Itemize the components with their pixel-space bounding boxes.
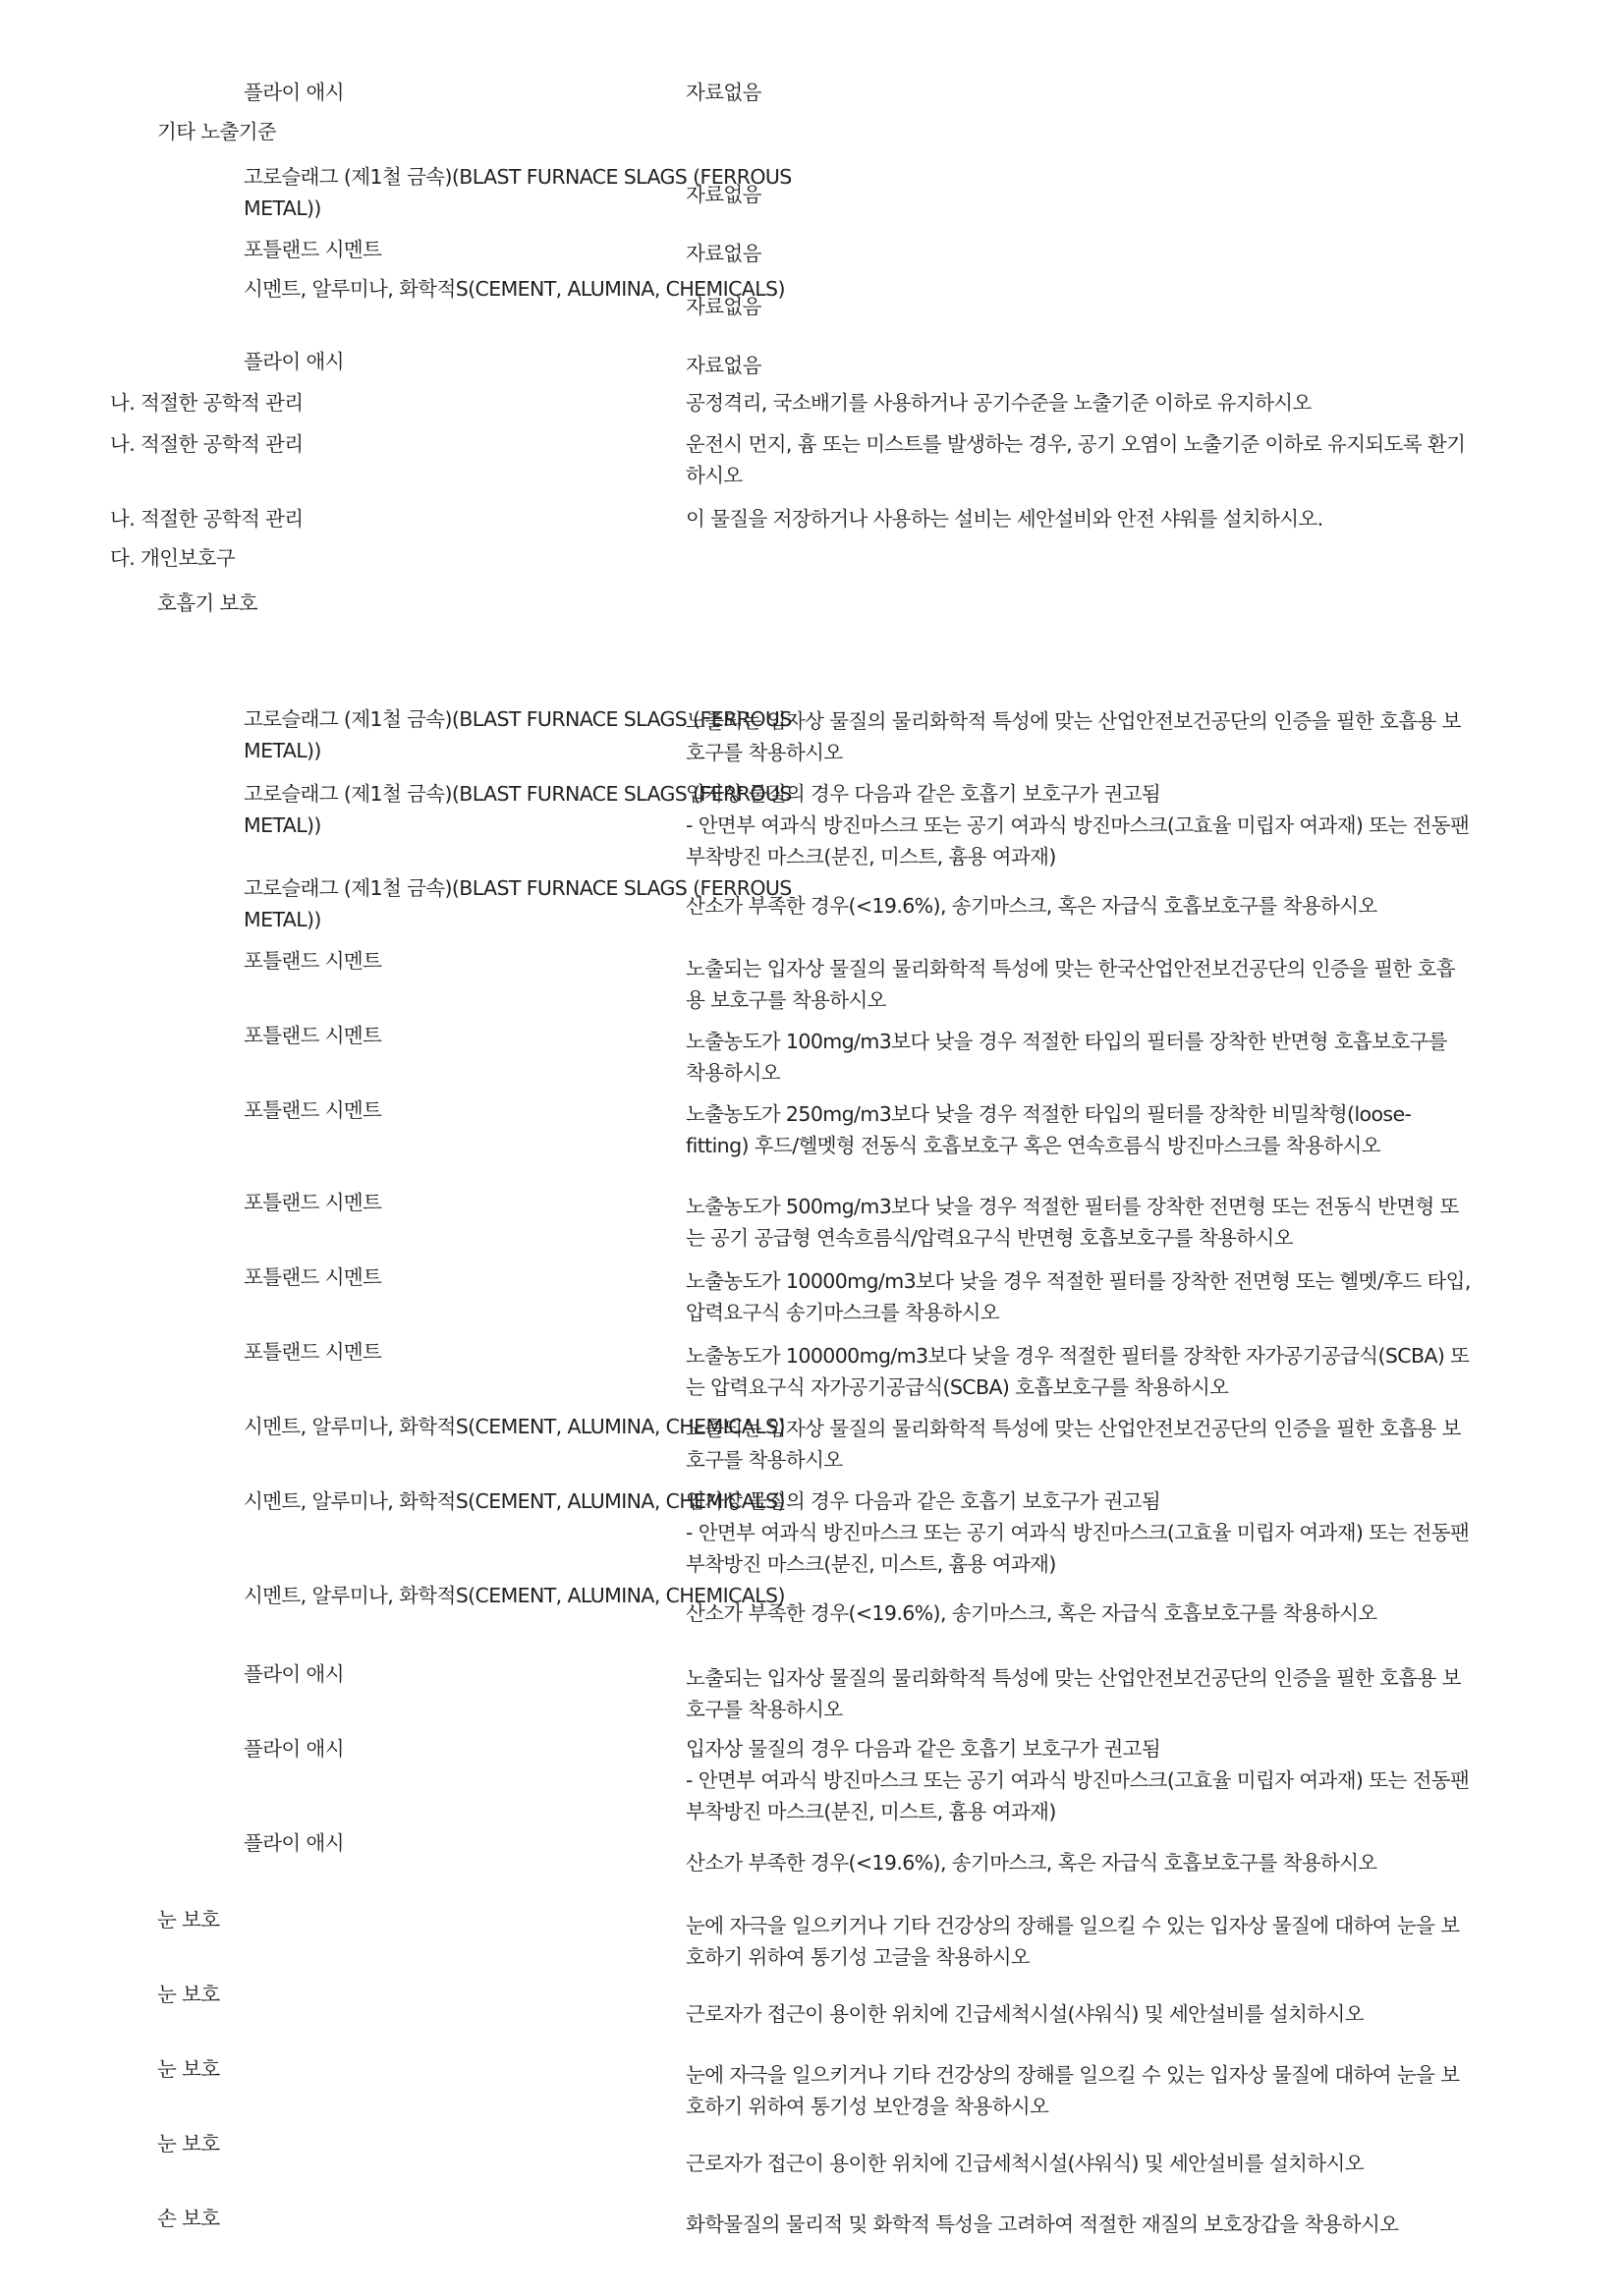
value-text: 노출되는 입자상 물질의 물리화학적 특성에 맞는 산업안전보건공단의 인증을 필한 호흡용 보호구를 착용하시오 (686, 709, 1461, 764)
substance-label: 플라이 애시 (244, 1831, 344, 1855)
substance-label: 플라이 애시 (244, 1662, 344, 1686)
substance-label: 플라이 애시 (244, 81, 344, 104)
item-heading: 눈 보호 (157, 2057, 220, 2081)
item-heading: 기타 노출기준 (157, 120, 277, 143)
substance-label: 고로슬래그 (제1철 금속)(BLAST FURNACE SLAGS (FERROUS METAL)) (244, 876, 792, 931)
value-text: 노출되는 입자상 물질의 물리화학적 특성에 맞는 산업안전보건공단의 인증을 필한 호흡용 보호구를 착용하시오 (686, 1417, 1461, 1472)
item-heading: 손 보호 (157, 2207, 220, 2230)
item-heading: 눈 보호 (157, 2132, 220, 2156)
value-text: 이 물질을 저장하거나 사용하는 설비는 세안설비와 안전 샤워를 설치하시오. (686, 507, 1323, 531)
substance-label: 포틀랜드 시멘트 (244, 1024, 382, 1047)
substance-label: 고로슬래그 (제1철 금속)(BLAST FURNACE SLAGS (FERROUS METAL)) (244, 707, 792, 762)
value-line: - 안면부 여과식 방진마스크 또는 공기 여과식 방진마스크(고효율 미립자 여과재) 또는 전동팬 부착방진 마스크(분진, 미스트, 흄용 여과재) (686, 1521, 1470, 1576)
value-text (686, 778, 1472, 872)
value-line: 입자상 물질의 경우 다음과 같은 호흡기 보호구가 권고됨 (686, 1489, 1161, 1513)
value-text: 노출농도가 100000mg/m3보다 낮을 경우 적절한 필터를 장착한 자가공기공급식(SCBA) 또는 압력요구식 자가공기공급식(SCBA) 호흡보호구를 착용하시오 (686, 1344, 1470, 1399)
value-text: 노출되는 입자상 물질의 물리화학적 특성에 맞는 한국산업안전보건공단의 인증을 필한 호흡용 보호구를 착용하시오 (686, 957, 1455, 1012)
value-text: 눈에 자극을 일으키거나 기타 건강상의 장해를 일으킬 수 있는 입자상 물질에 대하여 눈을 보호하기 위하여 통기성 고글을 착용하시오 (686, 1914, 1460, 1969)
substance-label: 시멘트, 알루미나, 화학적S(CEMENT, ALUMINA, CHEMICALS) (244, 1584, 785, 1607)
value-text: 노출농도가 100mg/m3보다 낮을 경우 적절한 타입의 필터를 장착한 반면형 호흡보호구를 착용하시오 (686, 1030, 1447, 1085)
value-text: 자료없음 (686, 242, 761, 265)
section-heading: 다. 개인보호구 (110, 546, 236, 570)
value-line: 입자상 물질의 경우 다음과 같은 호흡기 보호구가 권고됨 (686, 782, 1161, 806)
value-line: - 안면부 여과식 방진마스크 또는 공기 여과식 방진마스크(고효율 미립자 여과재) 또는 전동팬 부착방진 마스크(분진, 미스트, 흄용 여과재) (686, 1768, 1470, 1823)
value-text: 공정격리, 국소배기를 사용하거나 공기수준을 노출기준 이하로 유지하시오 (686, 391, 1312, 415)
value-text: 노출되는 입자상 물질의 물리화학적 특성에 맞는 산업안전보건공단의 인증을 필한 호흡용 보호구를 착용하시오 (686, 1666, 1461, 1721)
section-heading: 나. 적절한 공학적 관리 (110, 432, 304, 456)
substance-label: 시멘트, 알루미나, 화학적S(CEMENT, ALUMINA, CHEMICALS) (244, 277, 785, 301)
value-text: 산소가 부족한 경우(<19.6%), 송기마스크, 혹은 자급식 호흡보호구를 착용하시오 (686, 1601, 1377, 1625)
value-text: 화학물질의 물리적 및 화학적 특성을 고려하여 적절한 재질의 보호장갑을 착용하시오 (686, 2212, 1399, 2236)
section-heading: 나. 적절한 공학적 관리 (110, 507, 304, 531)
substance-label: 포틀랜드 시멘트 (244, 238, 382, 261)
value-text: 산소가 부족한 경우(<19.6%), 송기마스크, 혹은 자급식 호흡보호구를 착용하시오 (686, 1851, 1377, 1875)
value-text: 자료없음 (686, 81, 761, 104)
substance-label: 고로슬래그 (제1철 금속)(BLAST FURNACE SLAGS (FERROUS METAL)) (244, 782, 792, 837)
value-text (686, 1485, 1472, 1580)
value-text: 노출농도가 500mg/m3보다 낮을 경우 적절한 필터를 장착한 전면형 또는 전동식 반면형 또는 공기 공급형 연속흐름식/압력요구식 반면형 호흡보호구를 착용하시오 (686, 1195, 1459, 1250)
substance-label: 플라이 애시 (244, 350, 344, 373)
section-heading: 나. 적절한 공학적 관리 (110, 391, 304, 415)
value-text: 운전시 먼지, 흄 또는 미스트를 발생하는 경우, 공기 오염이 노출기준 이하로 유지되도록 환기하시오 (686, 432, 1466, 487)
item-heading: 눈 보호 (157, 1908, 220, 1932)
substance-label: 포틀랜드 시멘트 (244, 1265, 382, 1289)
value-text: 노출농도가 10000mg/m3보다 낮을 경우 적절한 필터를 장착한 전면형 또는 헬멧/후드 타입, 압력요구식 송기마스크를 착용하시오 (686, 1269, 1471, 1324)
substance-label: 플라이 애시 (244, 1737, 344, 1761)
value-text: 근로자가 접근이 용이한 위치에 긴급세척시설(샤워식) 및 세안설비를 설치하시오 (686, 2152, 1364, 2175)
substance-label: 포틀랜드 시멘트 (244, 1098, 382, 1122)
substance-label: 고로슬래그 (제1철 금속)(BLAST FURNACE SLAGS (FERROUS METAL)) (244, 165, 792, 220)
substance-label: 시멘트, 알루미나, 화학적S(CEMENT, ALUMINA, CHEMICALS) (244, 1489, 785, 1513)
substance-label: 포틀랜드 시멘트 (244, 949, 382, 973)
value-text: 자료없음 (686, 354, 761, 377)
value-text: 산소가 부족한 경우(<19.6%), 송기마스크, 혹은 자급식 호흡보호구를 착용하시오 (686, 894, 1377, 918)
substance-label: 포틀랜드 시멘트 (244, 1340, 382, 1364)
value-text: 근로자가 접근이 용이한 위치에 긴급세척시설(샤워식) 및 세안설비를 설치하시오 (686, 2002, 1364, 2026)
item-heading: 눈 보호 (157, 1983, 220, 2006)
value-text: 눈에 자극을 일으키거나 기타 건강상의 장해를 일으킬 수 있는 입자상 물질에 대하여 눈을 보호하기 위하여 통기성 보안경을 착용하시오 (686, 2063, 1460, 2118)
value-text: 자료없음 (686, 295, 761, 318)
value-text: 노출농도가 250mg/m3보다 낮을 경우 적절한 타입의 필터를 장착한 비밀착형(loose-fitting) 후드/헬멧형 전동식 호흡보호구 혹은 연속흐름식 방진마스크를 착용하시오 (686, 1102, 1412, 1157)
substance-label: 시멘트, 알루미나, 화학적S(CEMENT, ALUMINA, CHEMICALS) (244, 1415, 785, 1438)
value-line: - 안면부 여과식 방진마스크 또는 공기 여과식 방진마스크(고효율 미립자 여과재) 또는 전동팬 부착방진 마스크(분진, 미스트, 흄용 여과재) (686, 813, 1470, 868)
value-text (686, 1733, 1472, 1827)
value-line: 입자상 물질의 경우 다음과 같은 호흡기 보호구가 권고됨 (686, 1737, 1161, 1761)
item-heading: 호흡기 보호 (157, 591, 257, 615)
substance-label: 포틀랜드 시멘트 (244, 1191, 382, 1214)
value-text: 자료없음 (686, 183, 761, 206)
